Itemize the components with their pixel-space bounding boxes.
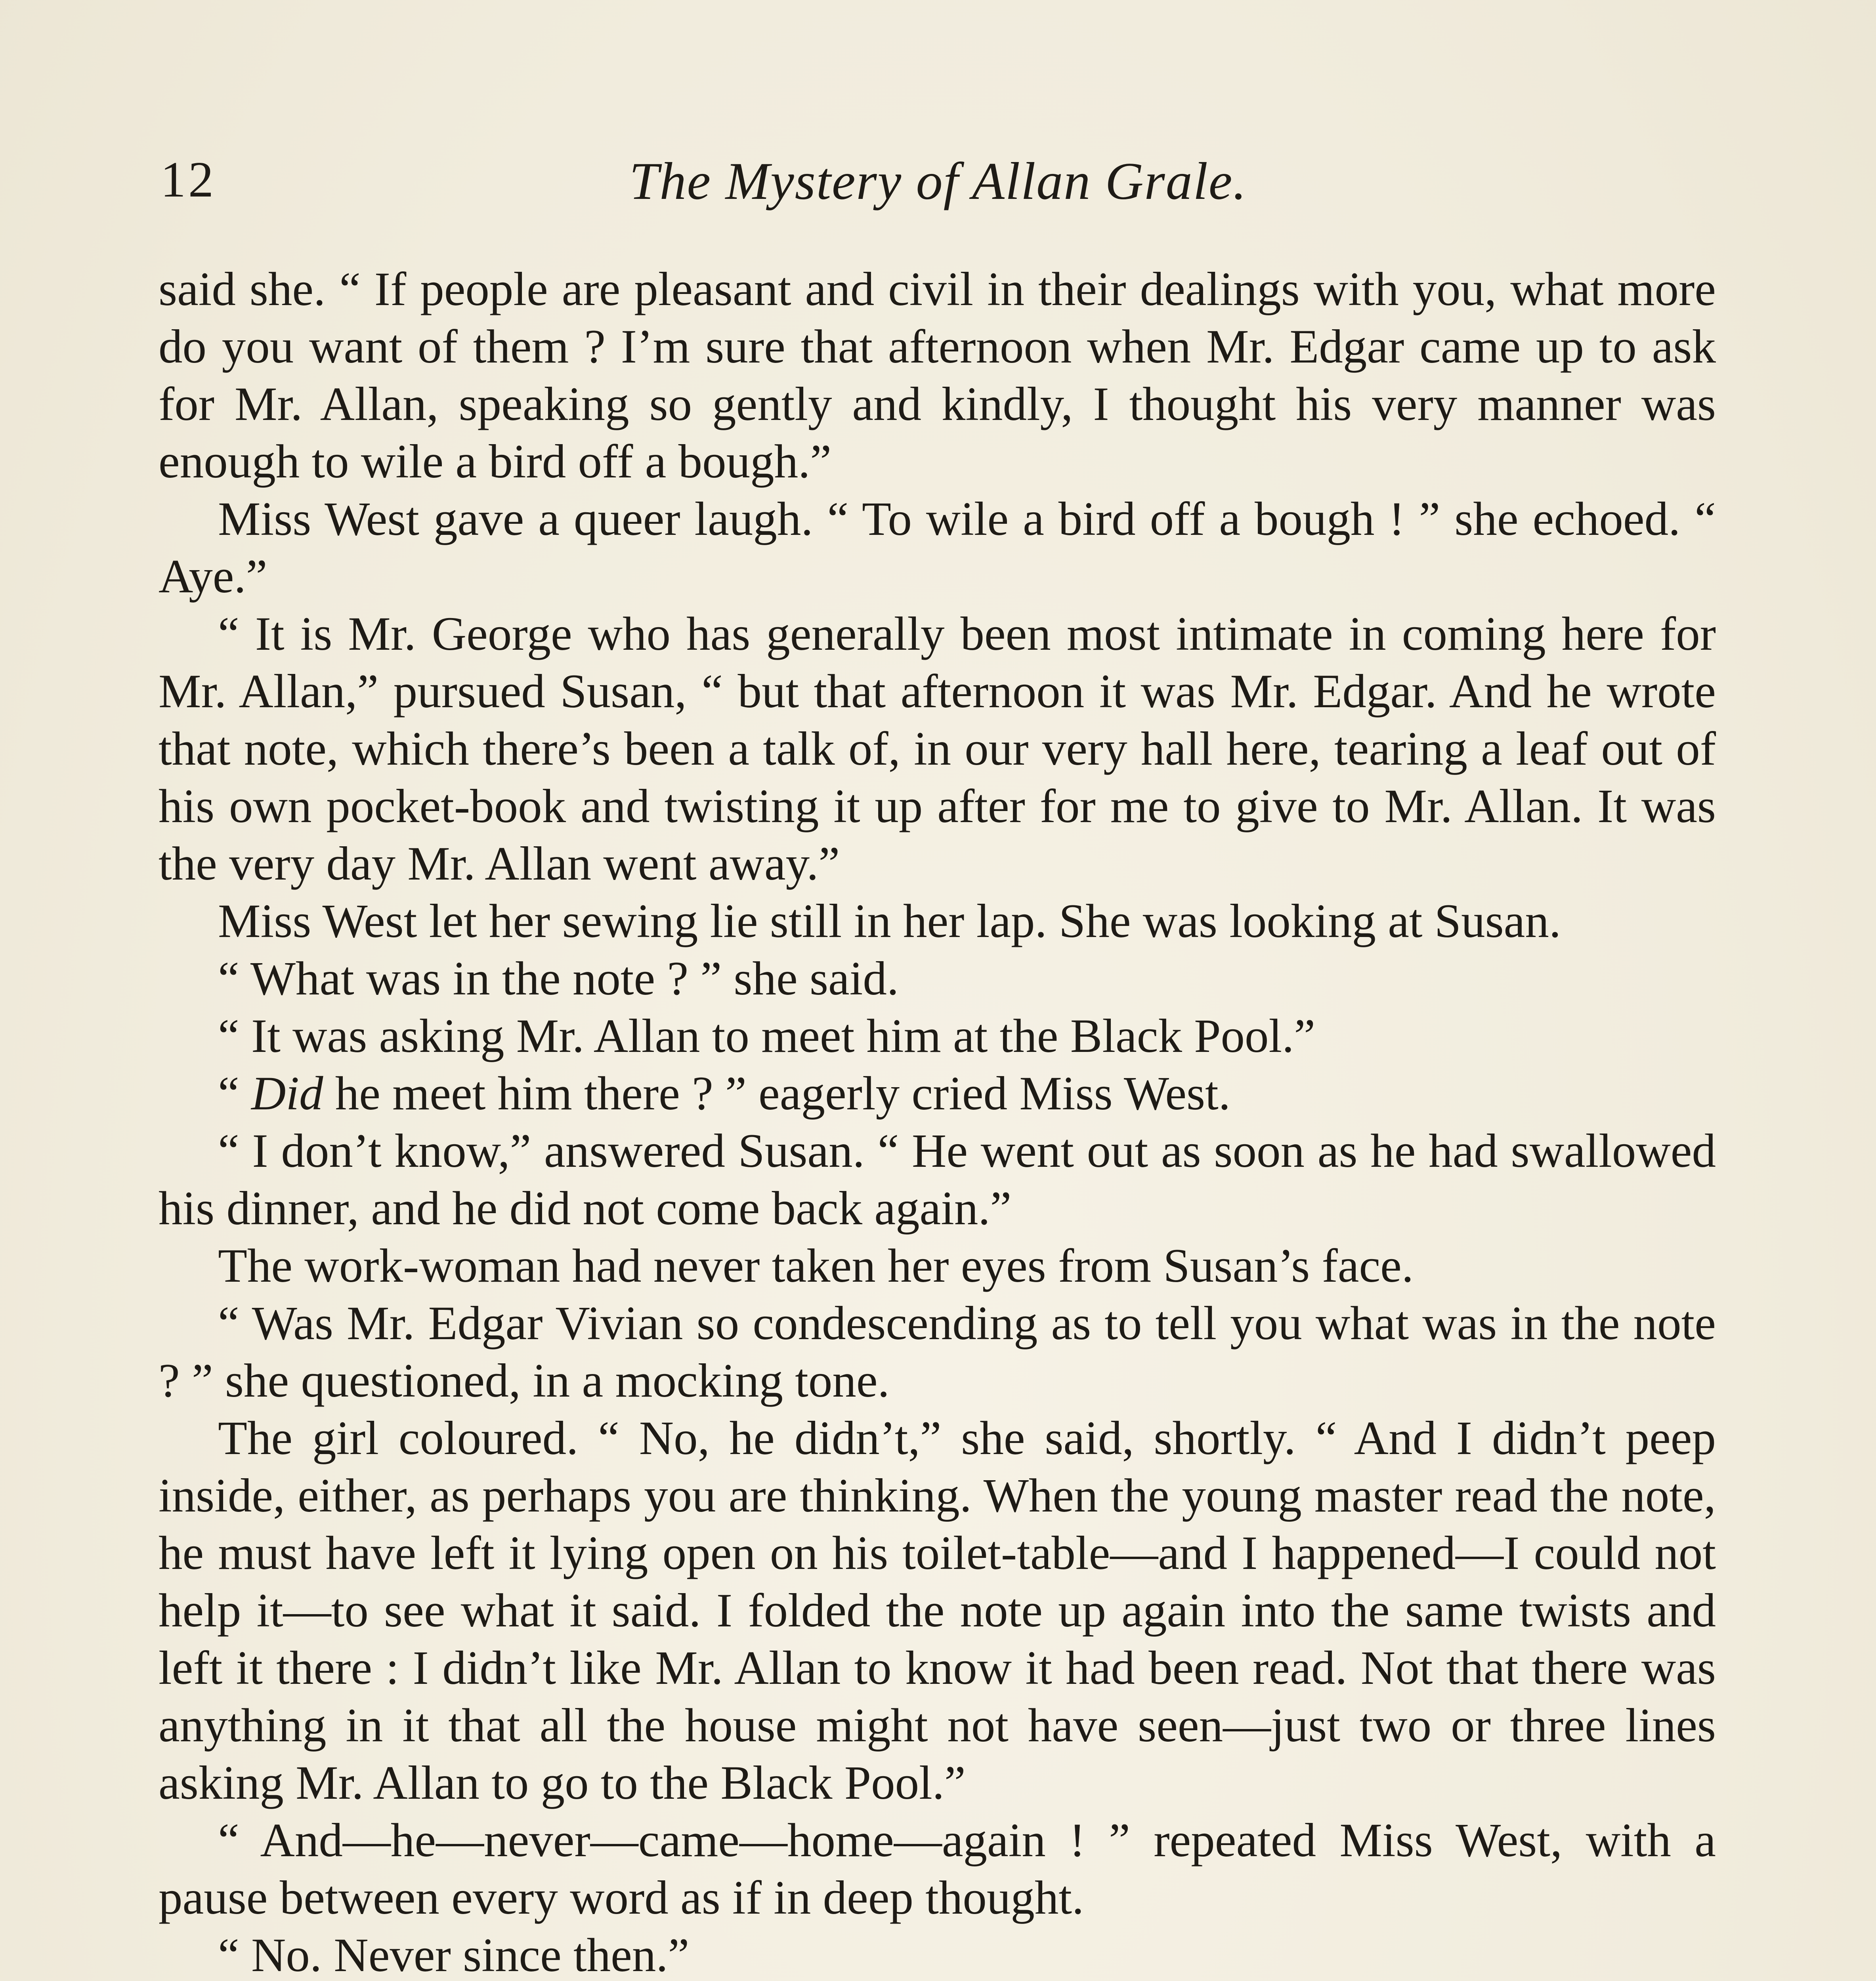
paragraph: “ And—he—never—came—home—again ! ” repeated Miss West, with a pause between every word as if in deep thought. [159,1814,1716,1924]
paragraph: “ No. Never since then.” [218,1929,690,1981]
paragraph: “ It is Mr. George who has generally been most intimate in coming here for Mr. Allan,” pursued Susan, “ but that afternoon it was Mr. Edgar. And he wrote that note, which there’s been a talk of, in our very hall here, tearing a leaf out of his own pocket-book and twisting it up after for me to give to Mr. Allan. It was the very day Mr. Allan went away.” [159,607,1716,890]
paragraph: “ What was in the note ? ” she said. [218,952,899,1005]
body-text [159,261,1716,1981]
paragraph: Miss West gave a queer laugh. “ To wile a bird off a bough ! ” she echoed. “ Aye.” [159,492,1716,603]
paragraph: Miss West let her sewing lie still in her lap. She was looking at Susan. [218,895,1561,948]
paragraph: said she. “ If people are pleasant and civil in their dealings with you, what more do you want of them ? I’m sure that afternoon when Mr. Edgar came up to ask for Mr. Allan, speaking so gently and kindly, I thought his very manner was enough to wile a bird off a bough.” [159,263,1716,488]
paragraph [159,1065,1716,1122]
running-title: The Mystery of Allan Grale. [629,152,1247,210]
paragraph: “ Was Mr. Edgar Vivian so condescending as to tell you what was in the note ? ” she questioned, in a mocking tone. [159,1297,1716,1407]
paragraph-rest: he meet him there ? ” eagerly cried Miss West. [323,1067,1231,1120]
page-number: 12 [160,151,216,208]
page-header [160,151,1716,222]
paragraph-lead: “ [218,1067,251,1120]
paragraph: The girl coloured. “ No, he didn’t,” she said, shortly. “ And I didn’t peep inside, either, as perhaps you are thinking. When the young master read the note, he must have left it lying open on his toilet-table—and I happened—I could not help it—to see what it said. I folded the note up again into the same twists and left it there : I didn’t like Mr. Allan to know it had been read. Not that there was anything in it that all the house might not have seen—just two or three lines asking Mr. Allan to go to the Black Pool.” [159,1412,1716,1809]
emphasized-word: Did [251,1067,323,1120]
paragraph: “ It was asking Mr. Allan to meet him at the Black Pool.” [218,1010,1316,1063]
paragraph: “ I don’t know,” answered Susan. “ He went out as soon as he had swallowed his dinner, and he did not come back again.” [159,1124,1716,1235]
paragraph: The work-woman had never taken her eyes from Susan’s face. [218,1239,1414,1292]
